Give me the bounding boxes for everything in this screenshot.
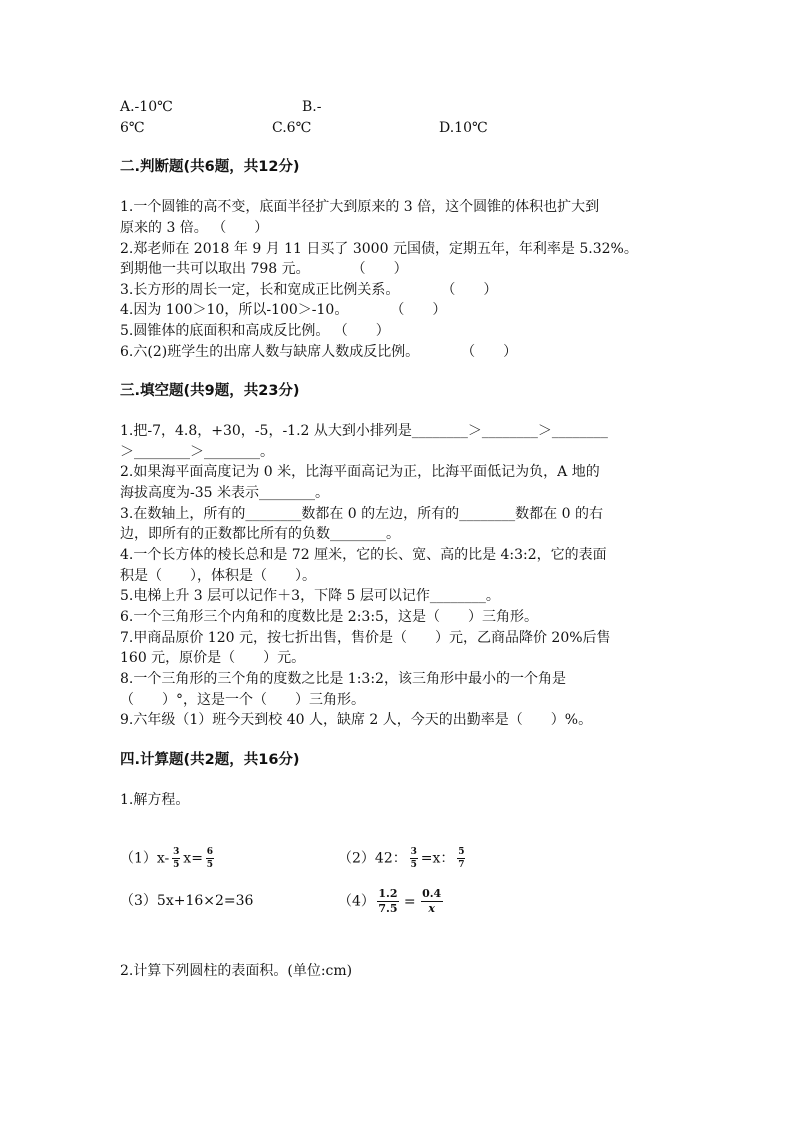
option-a: A.-10℃	[120, 99, 173, 115]
judge-line: 5.圆锥体的底面积和高成反比例。 （ ）	[120, 323, 390, 339]
fill-line: 7.甲商品原价 120 元，按七折出售，售价是（ ）元，乙商品降价 20%后售	[120, 630, 611, 646]
fill-line: 160 元，原价是（ ）元。	[120, 650, 306, 666]
fill-line: （ ）°，这是一个（ ）三角形。	[120, 692, 365, 708]
equation-2: （2）42： $\frac{3}{5}$ =x： $\frac{5}{7}$	[338, 847, 465, 870]
fill-line: 积是（ ），体积是（ ）。	[120, 568, 316, 584]
judge-line: 2.郑老师在 2018 年 9 月 11 日买了 3000 元国债，定期五年，年利率是 5.32%。	[120, 241, 638, 257]
judge-line: 4.因为 100＞10，所以-100＞-10。 （ ）	[120, 302, 447, 318]
fill-line: 9.六年级（1）班今天到校 40 人，缺席 2 人，今天的出勤率是（ ）%。	[120, 712, 593, 728]
fill-line: 6.一个三角形三个内角和的度数比是 2:3:5，这是（ ）三角形。	[120, 609, 538, 625]
judge-line: 到期他一共可以取出 798 元。 （ ）	[120, 261, 408, 277]
option-c: C.6℃	[272, 120, 312, 136]
fill-line: 8.一个三角形的三个角的度数之比是 1:3:2，该三角形中最小的一个角是	[120, 671, 566, 687]
fill-line: 1.把-7，4.8，+30，-5，-1.2 从大到小排列是________＞________＞________	[120, 423, 608, 439]
calc-question-1: 1.解方程。	[120, 792, 190, 808]
equation-3: （3）5x+16×2=36	[120, 893, 254, 909]
judge-line: 3.长方形的周长一定，长和宽成正比例关系。 （ ）	[120, 282, 498, 298]
section-heading-calc: 四.计算题(共2题，共16分)	[120, 752, 300, 768]
option-b-continued: 6℃	[120, 120, 145, 136]
option-b: B.-	[302, 99, 322, 115]
option-d: D.10℃	[439, 120, 488, 136]
fill-line: 海拔高度为-35 米表示________。	[120, 485, 329, 501]
section-heading-fill: 三.填空题(共9题，共23分)	[120, 383, 300, 399]
fill-line: 边，即所有的正数都比所有的负数________。	[120, 526, 400, 542]
judge-line: 原来的 3 倍。 （ ）	[120, 220, 269, 236]
fill-line: 5.电梯上升 3 层可以记作＋3，下降 5 层可以记作________。	[120, 588, 500, 604]
fill-line: 4.一个长方体的棱长总和是 72 厘米，它的长、宽、高的比是 4:3:2，它的表面	[120, 547, 607, 563]
equation-4: （4） $\frac{1.2}{7.5}$ = $\frac{0.4}{x}$	[338, 887, 442, 915]
fill-line: 2.如果海平面高度记为 0 米，比海平面高记为正，比海平面低记为负，A 地的	[120, 464, 600, 480]
calc-question-2: 2.计算下列圆柱的表面积。(单位:cm)	[120, 963, 353, 979]
judge-line: 6.六(2)班学生的出席人数与缺席人数成反比例。 （ ）	[120, 344, 518, 360]
fill-line: 3.在数轴上，所有的________数都在 0 的左边，所有的________数都在 0 的右	[120, 506, 603, 522]
fill-line: ＞________＞________。	[120, 444, 274, 460]
equation-1: （1）x- $\frac{3}{5}$ x= $\frac{6}{5}$	[120, 847, 214, 870]
judge-line: 1.一个圆锥的高不变，底面半径扩大到原来的 3 倍，这个圆锥的体积也扩大到	[120, 199, 600, 215]
section-heading-judge: 二.判断题(共6题，共12分)	[120, 159, 300, 175]
